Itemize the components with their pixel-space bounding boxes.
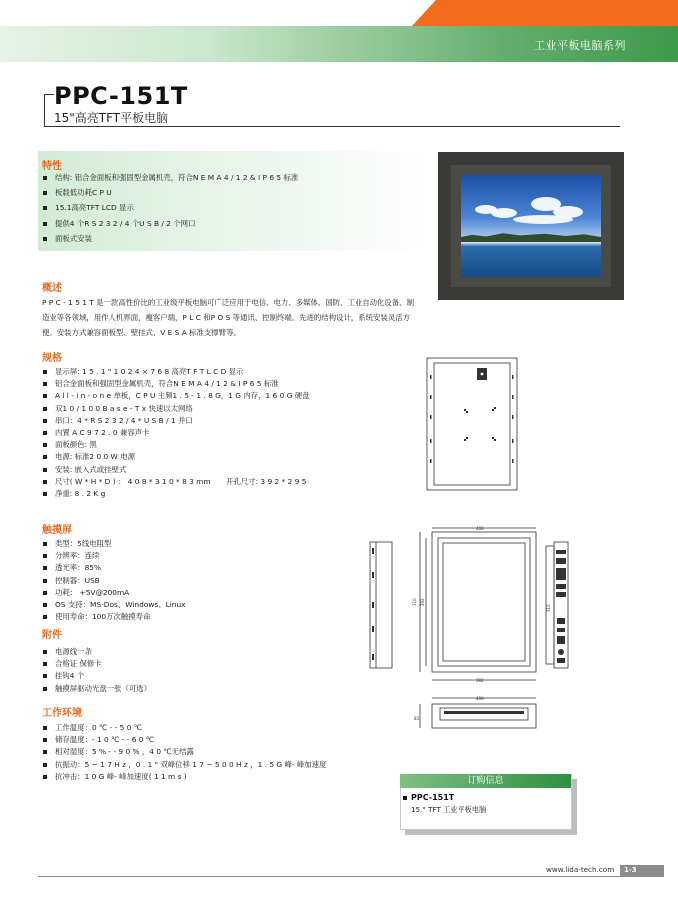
list-item: 串口：4 * R S 2 3 2 / 4 * U S B / 1 并口 <box>42 415 310 427</box>
side-brackets <box>372 548 374 660</box>
front-view-drawing <box>412 524 544 688</box>
list-item: 面板式安装 <box>42 233 298 245</box>
features-title: 特性 <box>42 161 62 172</box>
list-item: 分辨率：连续 <box>42 550 186 562</box>
bottom-vents <box>444 711 524 714</box>
list-item: 结构: 铝合金面板和强固型金属机壳，符合N E M A 4 / 1 2 & I P 6 5 标准 <box>42 172 298 184</box>
list-item: 相对湿度：5 % - - 9 0 % ，4 0 ℃无结露 <box>42 746 326 758</box>
title-bracket <box>44 94 54 126</box>
bottom-view-drawing <box>412 694 544 734</box>
rear-panel <box>434 363 510 485</box>
touchscreen-list <box>42 538 186 623</box>
list-item: 15.1高亮TFT LCD 显示 <box>42 202 298 214</box>
cutout-size: 开孔尺寸: 3 9 2 * 2 9 5 <box>226 477 307 486</box>
product-photo <box>438 152 624 300</box>
io-dim-label: 310 <box>546 604 551 612</box>
list-item: 挂钩4 个 <box>42 670 151 682</box>
rear-outline <box>427 358 517 490</box>
vesa-hole <box>481 373 484 376</box>
product-subtitle: 15"高亮TFT平板电脑 <box>54 111 169 125</box>
list-item: 抗冲击：1 0 G 峰- 峰加速度( 1 1 m s ) <box>42 771 326 783</box>
list-item: OS 支持：MS-Dos、Windows、Linux <box>42 599 186 611</box>
environment-title: 工作环境 <box>42 708 82 719</box>
order-info-title: 订购信息 <box>400 774 571 788</box>
list-item: 尺寸( W * H * D ) ： 4 0 8 * 3 1 0 * 8 3 mm <box>42 476 310 488</box>
list-item: A l l - i n - o n e 单板，C P U 主频1 . 5 - 1 . 8 G，1 G 内存，1 6 0 G 硬盘 <box>42 390 310 402</box>
depth-label: 83 <box>414 716 420 721</box>
overview-text: P P C - 1 5 1 T 是一款高性价比的工业级平板电脑可广泛应用于电信、电力、多媒体、国防、工业自动化设备、制造业等各领域，用作人机界面，瘦客户端，P L C 和P O S 等通讯、控制终端。先进的结构设计，系统安装灵活方便。安装方式兼容面板型、壁挂式、V E S A 标准支撑臂等。 <box>42 298 414 337</box>
touchscreen-title: 触摸屏 <box>42 525 72 536</box>
accessories-title: 附件 <box>42 630 62 641</box>
list-item: 工作温度：0 ℃ - - 5 0 ℃ <box>42 722 326 734</box>
list-item: 面板颜色: 黑 <box>42 439 310 451</box>
list-item: 功耗： +5V@200mA <box>42 587 186 599</box>
list-item: 透光率：85% <box>42 562 186 574</box>
io-ports <box>556 550 566 663</box>
bottom-dim-label: 408 <box>476 696 484 701</box>
footer-url[interactable]: www.lida-tech.com <box>546 865 615 874</box>
list-item: 抗振动：5 ~ 1 7 H z ，0 . 1 " 双峰位移 1 7 ~ 5 0 0 H z ，1 . 5 G 峰- 峰加速度 <box>42 759 326 771</box>
cloud <box>513 215 573 224</box>
list-item: 内置 A C 9 7 2 . 0 兼容声卡 <box>42 427 310 439</box>
bottom-outline <box>432 704 536 728</box>
list-item: 电源: 标准2 0 0 W 电源 <box>42 451 310 463</box>
list-item: 显示屏: 1 5 . 1 " 1 0 2 4 × 7 6 8 高亮T F T L C D 显示 <box>42 366 310 378</box>
overview-title: 概述 <box>42 283 62 294</box>
front-screen <box>443 543 525 661</box>
list-item: 双1 0 / 1 0 0 B a s e - T x 快速以太网络 <box>42 403 310 415</box>
specs-title: 规格 <box>42 353 62 364</box>
product-model: PPC-151T <box>54 82 188 110</box>
front-outer <box>432 532 536 672</box>
list-item: 合格证 保修卡 <box>42 658 151 670</box>
list-item: 电源线一条 <box>42 646 151 658</box>
rear-view-drawing <box>426 357 518 491</box>
list-item: 提供4 个R S 2 3 2 / 4 个U S B / 2 个网口 <box>42 218 298 230</box>
list-item: 控制器：USB <box>42 575 186 587</box>
list-item: 铝合金面板和强固型金属机壳，符合N E M A 4 / 1 2 & I P 6 5 标准 <box>42 378 310 390</box>
front-bezel <box>438 538 530 666</box>
header-orange-stripe <box>412 0 678 26</box>
list-item: 使用寿命：100万次触摸寿命 <box>42 611 186 623</box>
island <box>461 231 601 242</box>
order-model: PPC-151T <box>411 793 455 802</box>
environment-list <box>42 722 326 783</box>
dim-height-label: 310 <box>412 598 417 606</box>
monitor-screen <box>461 175 601 277</box>
list-item: 储存温度：- 1 0 ℃ - - 6 0 ℃ <box>42 734 326 746</box>
dim-inner-label: 392 <box>420 598 425 606</box>
side-view-drawing <box>368 540 408 670</box>
dim-width-label: 408 <box>476 526 484 531</box>
cloud <box>491 208 517 218</box>
features-list <box>42 172 298 248</box>
title-divider <box>44 126 620 127</box>
series-title: 工业平板电脑系列 <box>534 39 626 52</box>
order-description: 15." TFT 工业平板电脑 <box>411 805 487 814</box>
list-item: 安装: 嵌入式或挂壁式 <box>42 464 310 476</box>
list-item: 类型：5线电阻型 <box>42 538 186 550</box>
io-side-drawing <box>544 540 580 670</box>
dim-bottom-label: 392 <box>476 678 484 683</box>
page-number: 1-3 <box>620 865 664 876</box>
footer-divider <box>38 876 664 877</box>
screw-holes <box>430 375 514 463</box>
accessories-list <box>42 646 151 695</box>
list-item: 触摸屏驱动光盘一张（可选） <box>42 683 151 695</box>
list-item: 净重: 8 . 2 K g <box>42 488 310 500</box>
list-item: 板载低功耗C P U <box>42 187 298 199</box>
header-white-wedge <box>0 0 450 26</box>
